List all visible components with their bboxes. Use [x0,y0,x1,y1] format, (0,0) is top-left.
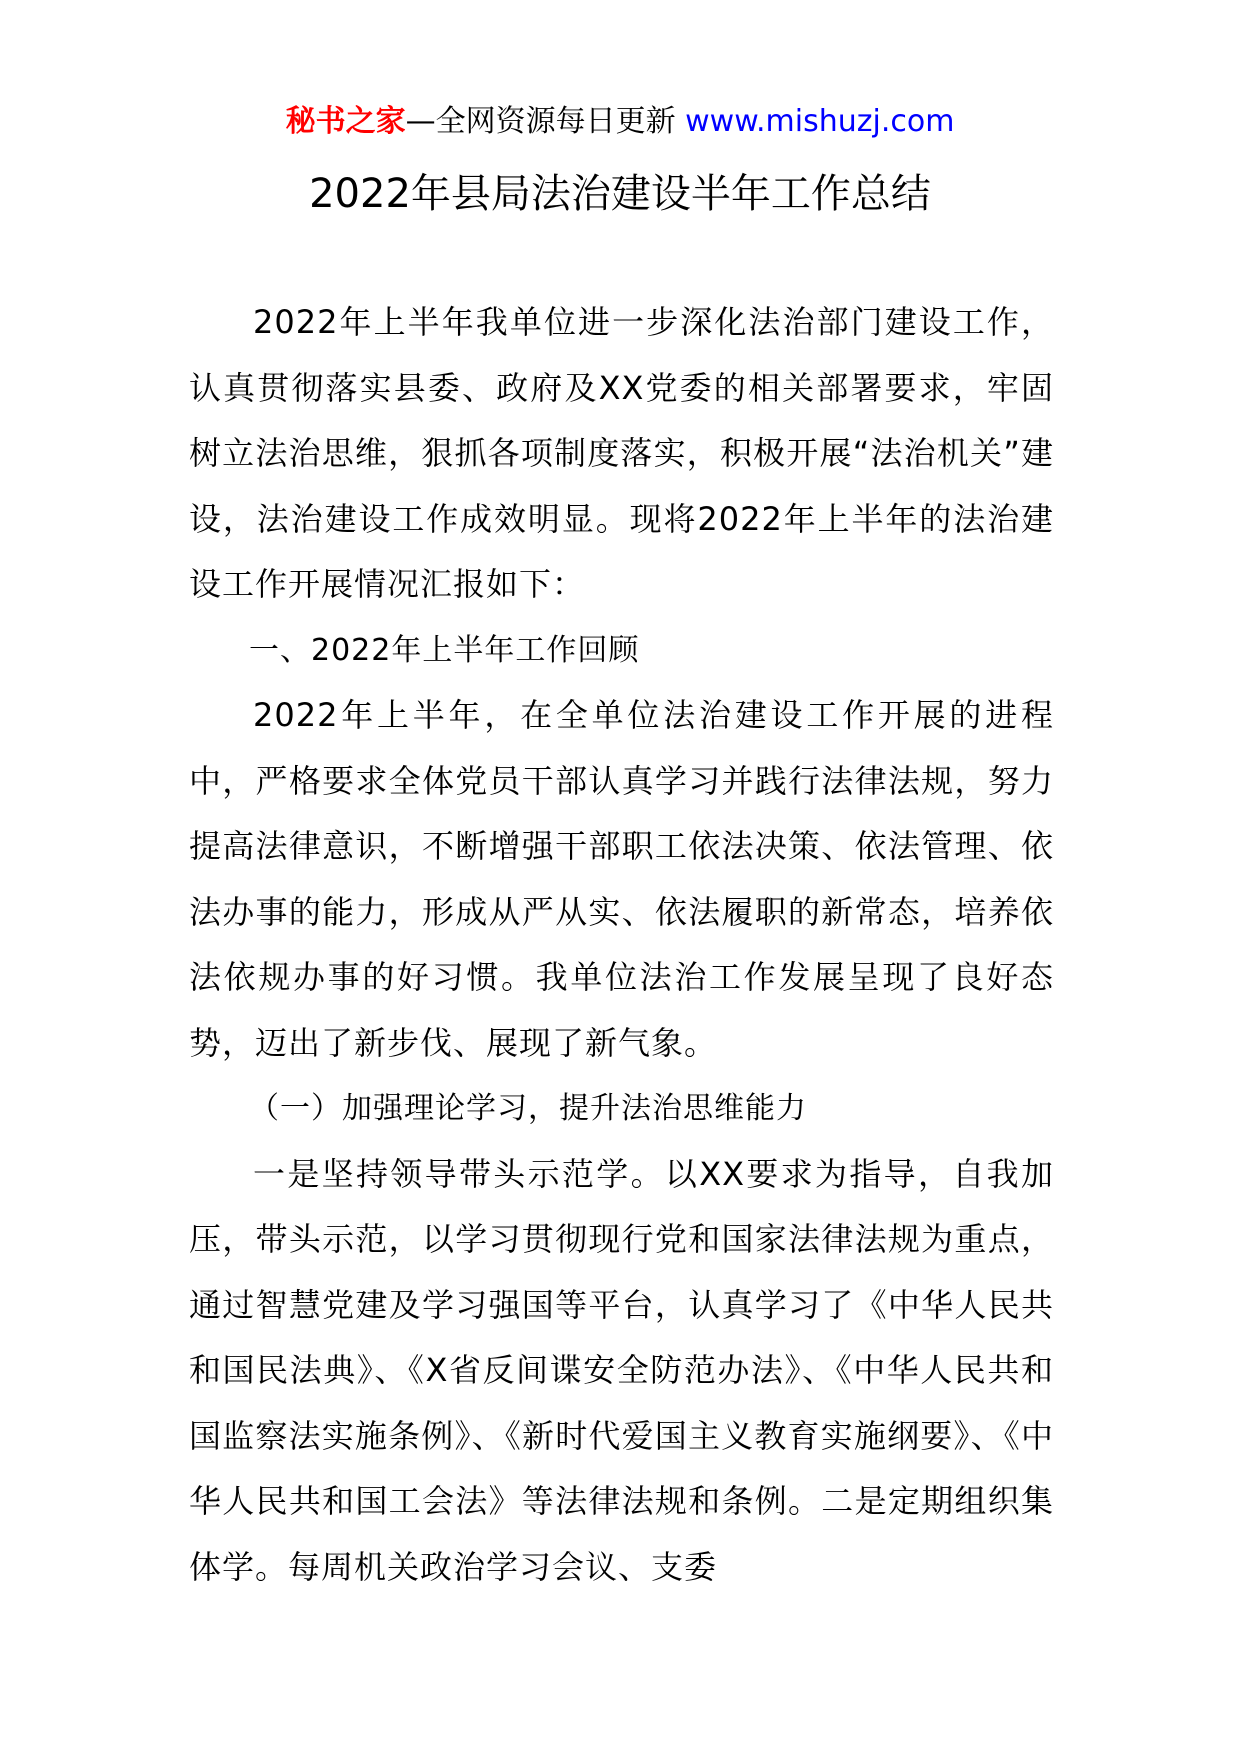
study-paragraph: 一是坚持领导带头示范学。以XX要求为指导，自我加压，带头示范，以学习贯彻现行党和国家法律法规为重点，通过智慧党建及学习强国等平台，认真学习了《中华人民共和国民法典》、《X省反间谍安全防范办法》、《中华人民共和国监察法实施条例》、《新时代爱国主义教育实施纲要》、《中华人民共和国工会法》等法律法规和条例。二是定期组织集体学。每周机关政治学习会议、支委 [189,1154,1054,1586]
document-title: 2022年县局法治建设半年工作总结 [309,171,931,217]
document-body [189,290,1054,1600]
site-header [0,100,1240,144]
section-heading-review: 一、2022年上半年工作回顾 [249,632,640,668]
subsection-heading-theory-study: （一）加强理论学习，提升法治思维能力 [249,1091,807,1126]
intro-paragraph: 2022年上半年我单位进一步深化法治部门建设工作，认真贯彻落实县委、政府及XX党委的相关部署要求，牢固树立法治思维，狠抓各项制度落实，积极开展“法治机关”建设，法治建设工作成效明显。现将2022年上半年的法治建设工作开展情况汇报如下： [189,303,1054,603]
review-paragraph: 2022年上半年，在全单位法治建设工作开展的进程中，严格要求全体党员干部认真学习并践行法律法规，努力提高法律意识，不断增强干部职工依法决策、依法管理、依法办事的能力，形成从严从实、依法履职的新常态，培养依法依规办事的好习惯。我单位法治工作发展呈现了良好态势，迈出了新步伐、展现了新气象。 [189,696,1054,1062]
site-brand: 秘书之家 [285,104,406,139]
site-slogan: —全网资源每日更新 [405,104,686,139]
site-url-link[interactable]: www.mishuzj.com [685,104,955,139]
